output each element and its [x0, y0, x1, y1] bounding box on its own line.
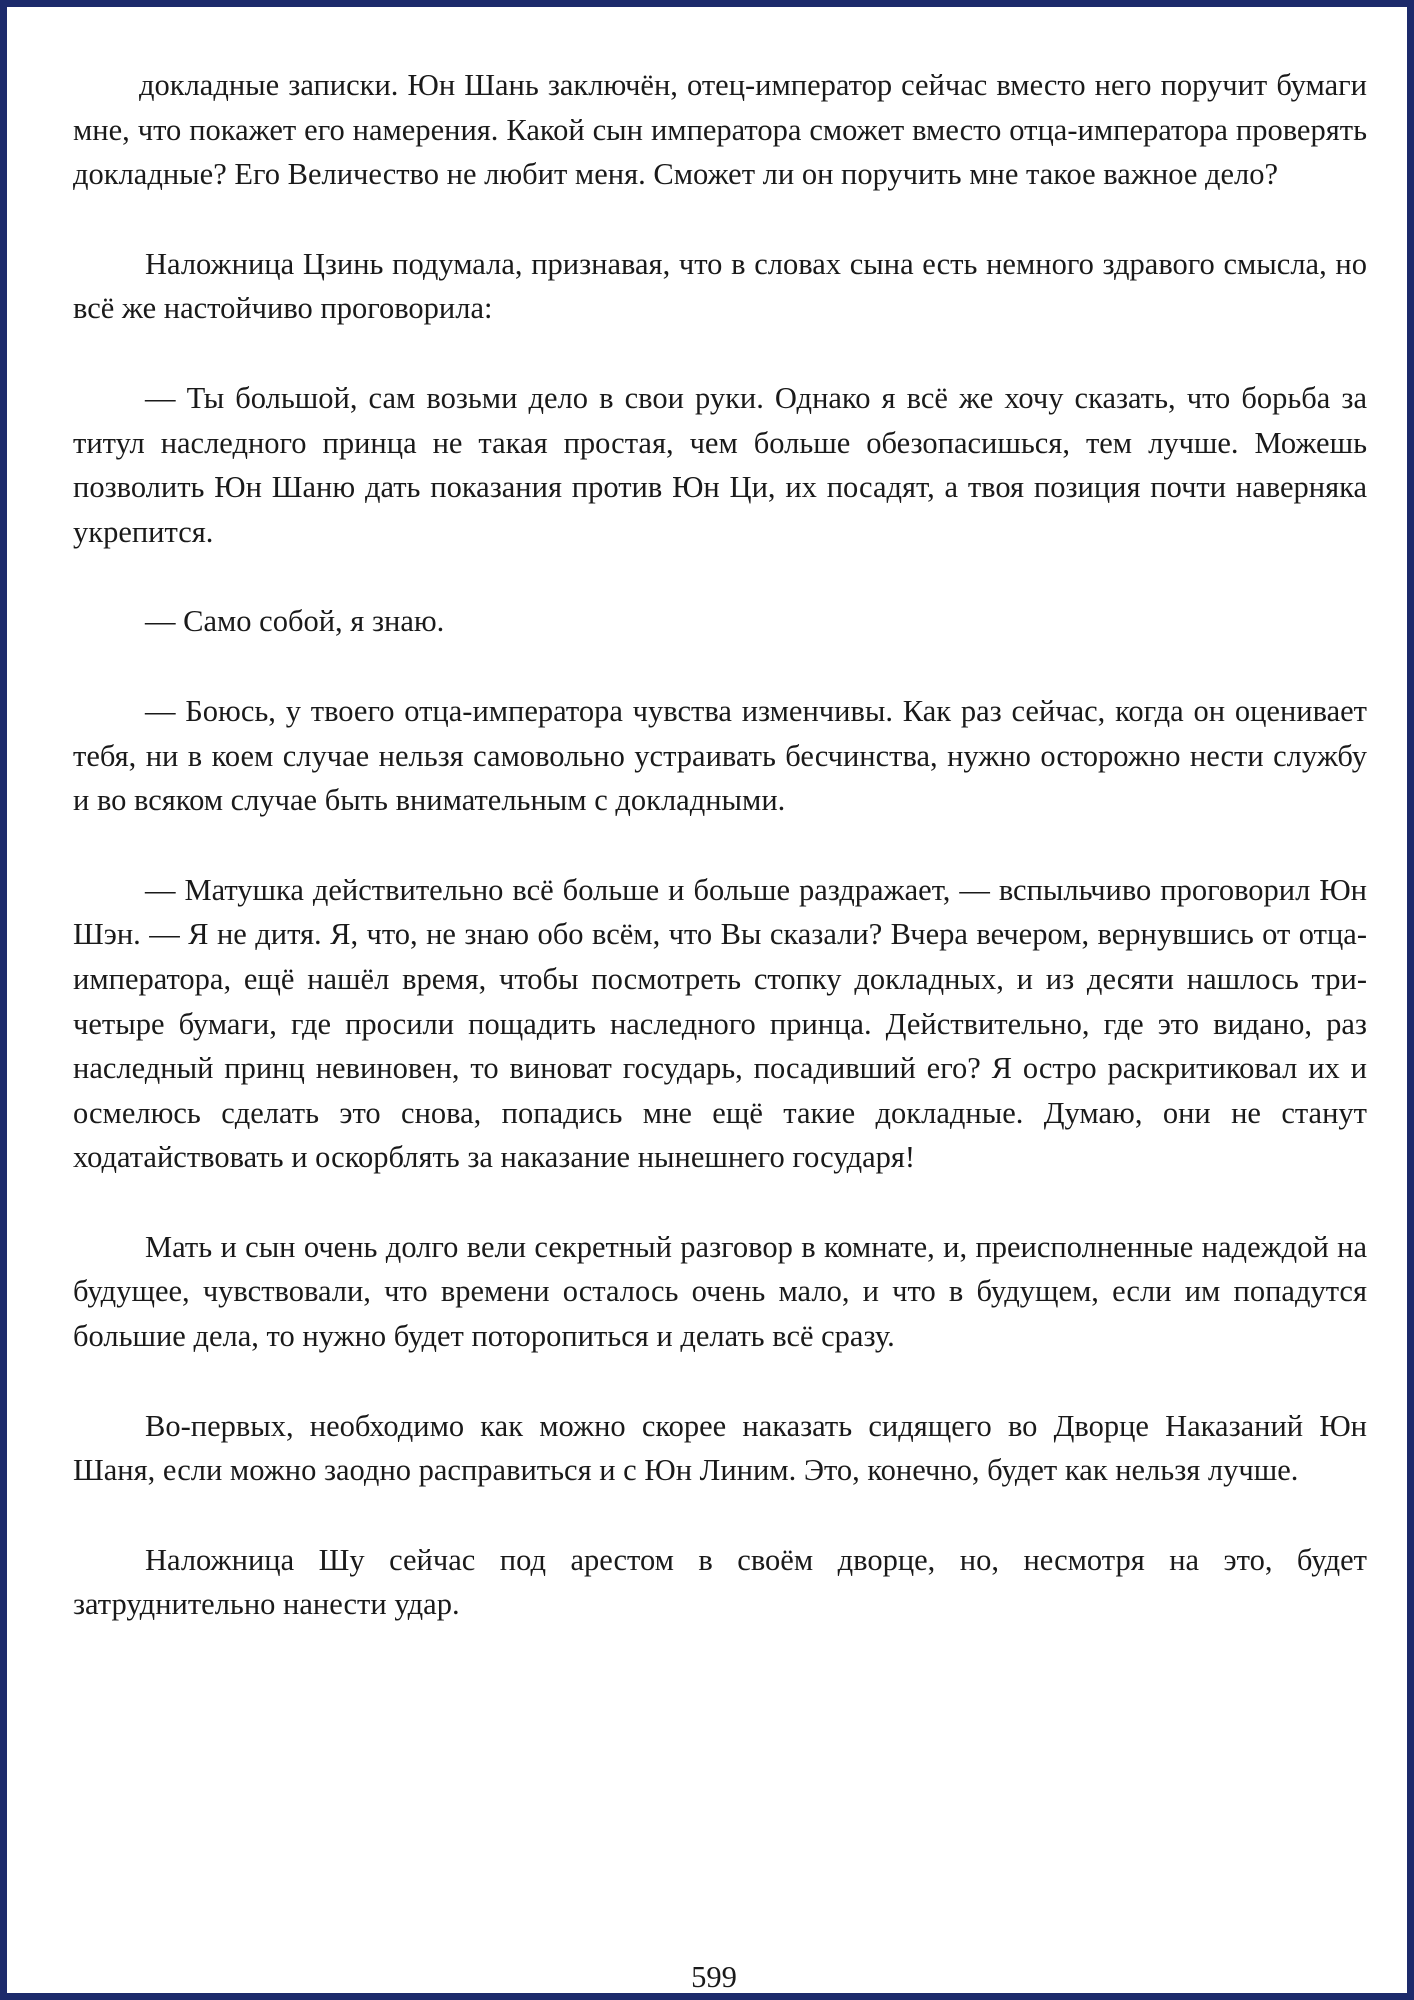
paragraph: — Ты большой, сам возьми дело в свои руки. Однако я всё же хочу сказать, что борьба за титул наследного принца не такая простая, чем больше обезопасишься, тем лучше. Можешь позволить Юн Шаню дать показания против Юн Ци, их посадят, а твоя позиция почти наверняка укрепится.: [73, 380, 1367, 549]
paragraph: Наложница Шу сейчас под арестом в своём дворце, но, несмотря на это, будет затруднительно нанести удар.: [73, 1542, 1367, 1622]
paragraph: Наложница Цзинь подумала, признавая, что в словах сына есть немного здравого смысла, но всё же настойчиво проговорила:: [73, 246, 1367, 326]
page-number: 599: [691, 1960, 737, 1994]
paragraph: докладные записки. Юн Шань заключён, отец-император сейчас вместо него поручит бумаги мне, что покажет его намерения. Какой сын императора сможет вместо отца-императора проверять докладные? Его Величество не любит меня. Сможет ли он поручить мне такое важное дело?: [73, 68, 1367, 192]
paragraph: — Матушка действительно всё больше и больше раздражает, — вспыльчиво проговорил Юн Шэн. — Я не дитя. Я, что, не знаю обо всём, что Вы сказали? Вчера вечером, вернувшись от отца-императора, ещё нашёл время, чтобы посмотреть стопку докладных, и из десяти нашлось три-четыре бумаги, где просили пощадить наследного принца. Действительно, где это видано, раз наследный принц невиновен, то виноват государь, посадивший его? Я остро раскритиковал их и осмелюсь сделать это снова, попадись мне ещё такие докладные. Думаю, они не станут ходатайствовать и оскорблять за наказание нынешнего государя!: [73, 872, 1367, 1175]
paragraph: — Само собой, я знаю.: [145, 604, 445, 639]
paragraph: Во-первых, необходимо как можно скорее наказать сидящего во Дворце Наказаний Юн Шаня, если можно заодно расправиться и с Юн Линим. Это, конечно, будет как нельзя лучше.: [73, 1408, 1367, 1488]
paragraph: Мать и сын очень долго вели секретный разговор в комнате, и, преисполненные надеждой на будущее, чувствовали, что времени осталось очень мало, и что в будущем, если им попадутся большие дела, то нужно будет поторопиться и делать всё сразу.: [73, 1229, 1367, 1354]
paragraph: — Боюсь, у твоего отца-императора чувства изменчивы. Как раз сейчас, когда он оценивает тебя, ни в коем случае нельзя самовольно устраивать бесчинства, нужно осторожно нести службу и во всяком случае быть внимательным с докладными.: [73, 693, 1367, 818]
page-text: [73, 63, 1367, 1672]
